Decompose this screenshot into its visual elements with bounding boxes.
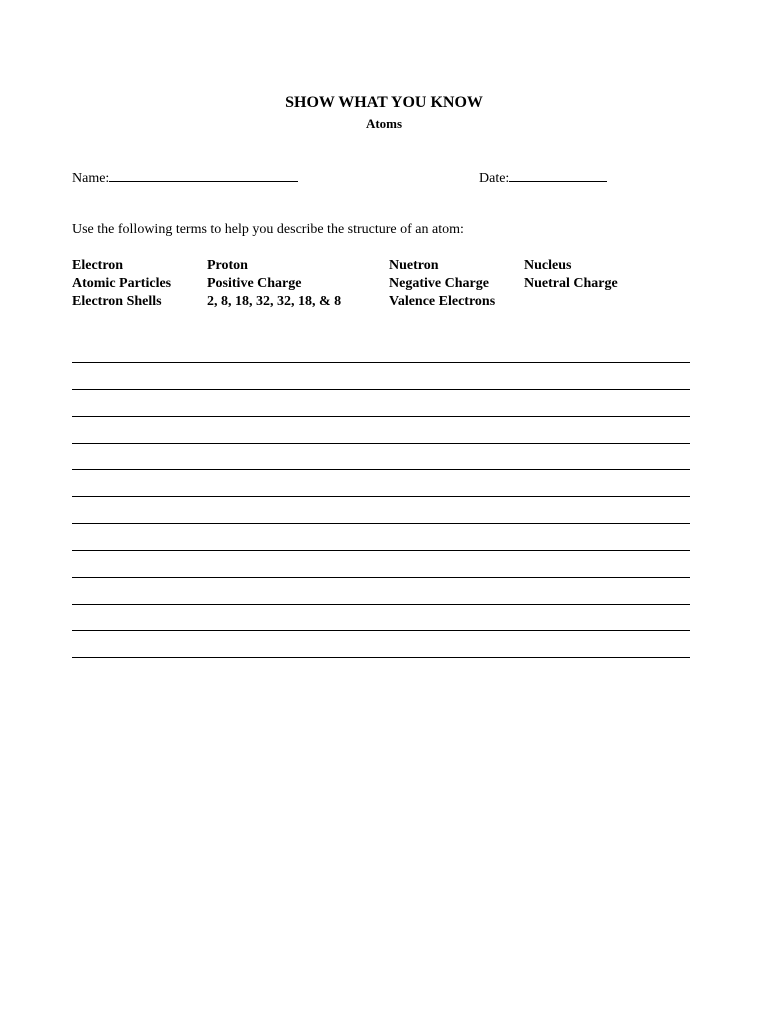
answer-line[interactable] (72, 630, 690, 631)
worksheet-subtitle: Atoms (365, 116, 403, 131)
answer-line[interactable] (72, 362, 690, 363)
answer-line[interactable] (72, 577, 690, 578)
answer-line[interactable] (72, 496, 690, 497)
answer-line[interactable] (72, 550, 690, 551)
name-blank-line[interactable] (109, 168, 298, 182)
term: Nuetron (389, 258, 439, 273)
answer-line[interactable] (72, 389, 690, 390)
instructions-text: Use the following terms to help you describe the structure of an atom: (72, 222, 464, 237)
date-field[interactable] (479, 168, 607, 187)
answer-line[interactable] (72, 523, 690, 524)
answer-line[interactable] (72, 416, 690, 417)
term: Positive Charge (207, 276, 302, 291)
answer-line[interactable] (72, 443, 690, 444)
worksheet-title: SHOW WHAT YOU KNOW (285, 94, 483, 111)
term: Negative Charge (389, 276, 489, 291)
term: Nucleus (524, 258, 572, 273)
name-field[interactable] (72, 168, 298, 187)
name-label: Name: (72, 171, 110, 186)
term: Atomic Particles (72, 276, 172, 291)
term: Electron (72, 258, 124, 273)
date-blank-line[interactable] (509, 168, 607, 182)
answer-line[interactable] (72, 657, 690, 658)
answer-line[interactable] (72, 604, 690, 605)
term: Electron Shells (72, 294, 162, 309)
term: Proton (207, 258, 248, 273)
term: 2, 8, 18, 32, 32, 18, & 8 (207, 294, 342, 309)
term: Valence Electrons (389, 294, 496, 309)
date-label: Date: (479, 171, 510, 186)
answer-line[interactable] (72, 469, 690, 470)
term: Nuetral Charge (524, 276, 618, 291)
